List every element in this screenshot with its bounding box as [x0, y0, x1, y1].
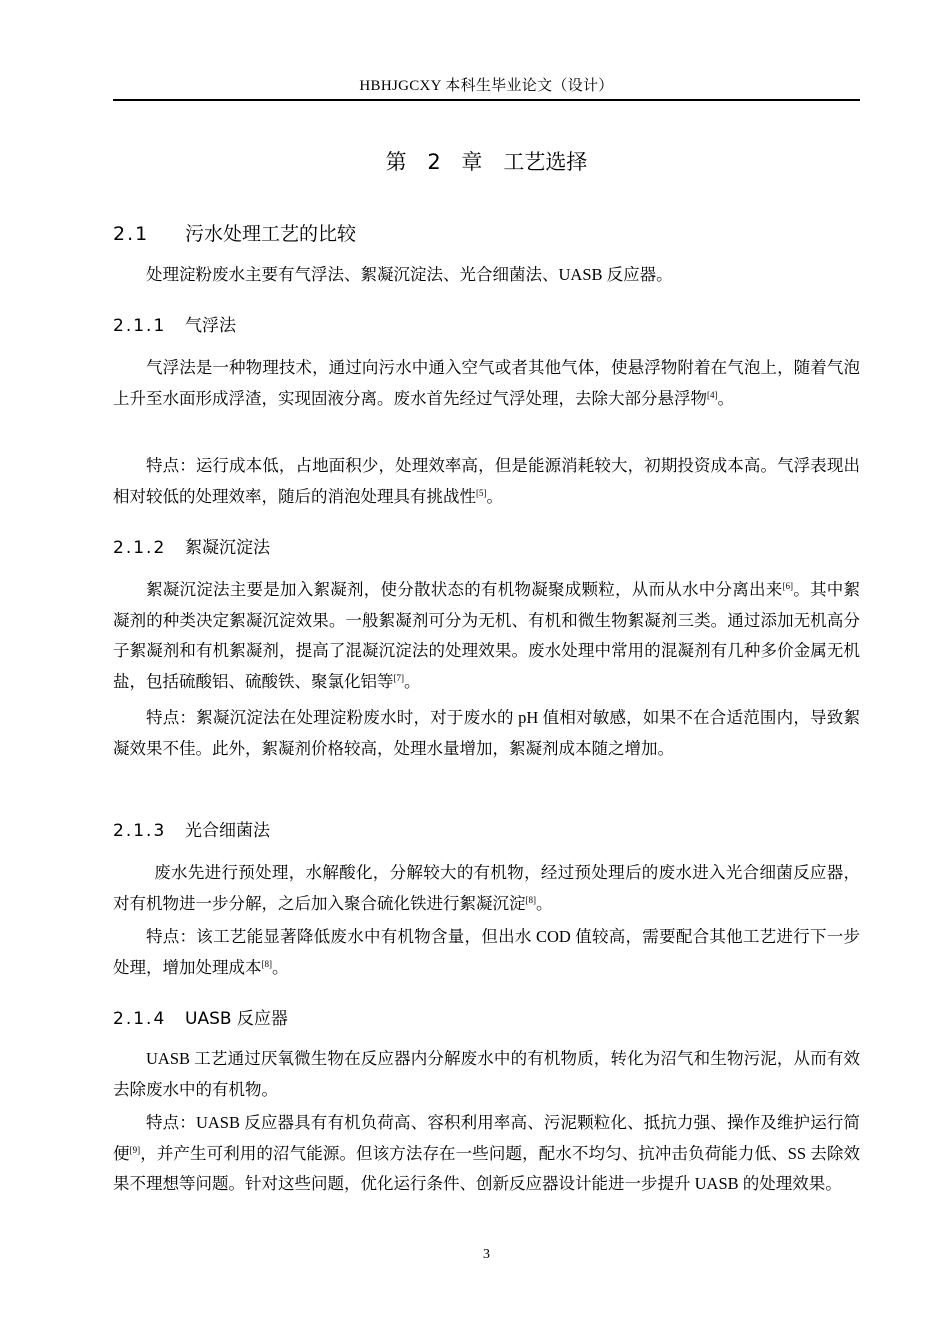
section-number: 2.1.3 [113, 821, 167, 841]
paragraph: UASB 工艺通过厌氧微生物在反应器内分解废水中的有机物质，转化为沼气和生物污泥，从而有效去除废水中的有机物。 [113, 1049, 860, 1099]
citation: [4] [707, 389, 718, 400]
citation: [5] [476, 487, 487, 498]
paragraph-text: 气浮法是一种物理技术，通过向污水中通入空气或者其他气体，使悬浮物附着在气泡上，随着气泡上升至水面形成浮渣，实现固液分离。废水首先经过气浮处理，去除大部分悬浮物 [113, 358, 860, 408]
section-2-1-1-heading [113, 313, 236, 339]
paragraph: 絮凝沉淀法主要是加入絮凝剂，使分散状态的有机物凝聚成颗粒，从而从水中分离出来[6]。其中絮凝剂的种类决定絮凝沉淀效果。一般絮凝剂可分为无机、有机和微生物絮凝剂三类。通过添加无机高分子絮凝剂和有机絮凝剂，提高了混凝沉淀法的处理效果。废水处理中常用的混凝剂有几种多价金属无机盐，包括硫酸铝、硫酸铁、聚氯化铝等[7]。 [113, 580, 860, 691]
paragraph: 特点：运行成本低，占地面积少，处理效率高，但是能源消耗较大，初期投资成本高。气浮表现出相对较低的处理效率，随后的消泡处理具有挑战性[5]。 [113, 456, 860, 506]
citation: [9] [129, 1144, 141, 1155]
paragraph-text: 特点：运行成本低，占地面积少，处理效率高，但是能源消耗较大，初期投资成本高。气浮表现出相对较低的处理效率，随后的消泡处理具有挑战性 [113, 456, 860, 506]
page-number: 3 [483, 1247, 490, 1262]
paragraph-text: 废水先进行预处理，水解酸化，分解较大的有机物，经过预处理后的废水进入光合细菌反应器，对有机物进一步分解，之后加入聚合硫化铁进行絮凝沉淀 [113, 863, 860, 913]
section-2-1-intro: 处理淀粉废水主要有气浮法、絮凝沉淀法、光合细菌法、UASB 反应器。 [146, 265, 673, 284]
paragraph-text: 。其中絮凝剂的种类决定絮凝沉淀效果。一般絮凝剂可分为无机、有机和微生物絮凝剂三类。通过添加无机高分子絮凝剂和有机絮凝剂，提高了混凝沉淀法的处理效果。废水处理中常用的混凝剂有几种多价金属无机盐，包括硫酸铝、硫酸铁、聚氯化铝等 [113, 580, 860, 691]
section-title: 絮凝沉淀法 [185, 538, 270, 558]
paragraph-text: ，并产生可利用的沼气能源。但该方法存在一些问题，配水不均匀、抗冲击负荷能力低、SS 去除效果不理想等问题。针对这些问题，优化运行条件、创新反应器设计能进一步提升 UASB 的处理效果。 [113, 1143, 861, 1193]
chapter-title: 第 2 章 工艺选择 [385, 150, 588, 174]
citation: [6] [782, 581, 793, 591]
citation: [8] [525, 894, 536, 905]
paragraph: 特点：絮凝沉淀法在处理淀粉废水时，对于废水的 pH 值相对敏感，如果不在合适范围内，导致絮凝效果不佳。此外，絮凝剂价格较高，处理水量增加，絮凝剂成本随之增加。 [113, 708, 860, 758]
paragraph-text: 特点：UASB 反应器具有有机负荷高、容积利用率高、污泥颗粒化、抵抗力强、操作及维护运行简便 [113, 1113, 860, 1163]
section-number: 2.1.1 [113, 316, 167, 336]
paragraph: 气浮法是一种物理技术，通过向污水中通入空气或者其他气体，使悬浮物附着在气泡上，随着气泡上升至水面形成浮渣，实现固液分离。废水首先经过气浮处理，去除大部分悬浮物[4]。 [113, 358, 860, 408]
section-title: 污水处理工艺的比较 [185, 223, 357, 245]
header-rule [113, 99, 860, 101]
section-number: 2.1.2 [113, 538, 167, 558]
paragraph [113, 1108, 860, 1200]
citation: [8] [261, 958, 272, 969]
citation: [7] [393, 672, 404, 683]
paragraph-text: 絮凝沉淀法主要是加入絮凝剂，使分散状态的有机物凝聚成颗粒，从而从水中分离出来 [146, 580, 783, 599]
section-number: 2.1 [113, 223, 150, 245]
section-2-1-2-heading [113, 535, 270, 561]
section-2-1-3-heading [113, 818, 270, 844]
section-title: UASB 反应器 [185, 1009, 288, 1029]
section-2-1-4-heading [113, 1006, 288, 1032]
paragraph-text: 特点：该工艺能显著降低废水中有机物含量，但出水 COD 值较高，需要配合其他工艺进行下一步处理，增加处理成本 [113, 927, 860, 977]
section-number: 2.1.4 [113, 1009, 167, 1029]
paragraph: 特点：该工艺能显著降低废水中有机物含量，但出水 COD 值较高，需要配合其他工艺进行下一步处理，增加处理成本[8]。 [113, 927, 860, 977]
section-2-1-heading [113, 220, 356, 248]
section-title: 气浮法 [185, 316, 236, 336]
section-title: 光合细菌法 [185, 821, 270, 841]
running-header: HBHJGCXY 本科生毕业论文（设计） [359, 78, 614, 94]
paragraph: 废水先进行预处理，水解酸化，分解较大的有机物，经过预处理后的废水进入光合细菌反应器，对有机物进一步分解，之后加入聚合硫化铁进行絮凝沉淀[8]。 [113, 863, 860, 913]
